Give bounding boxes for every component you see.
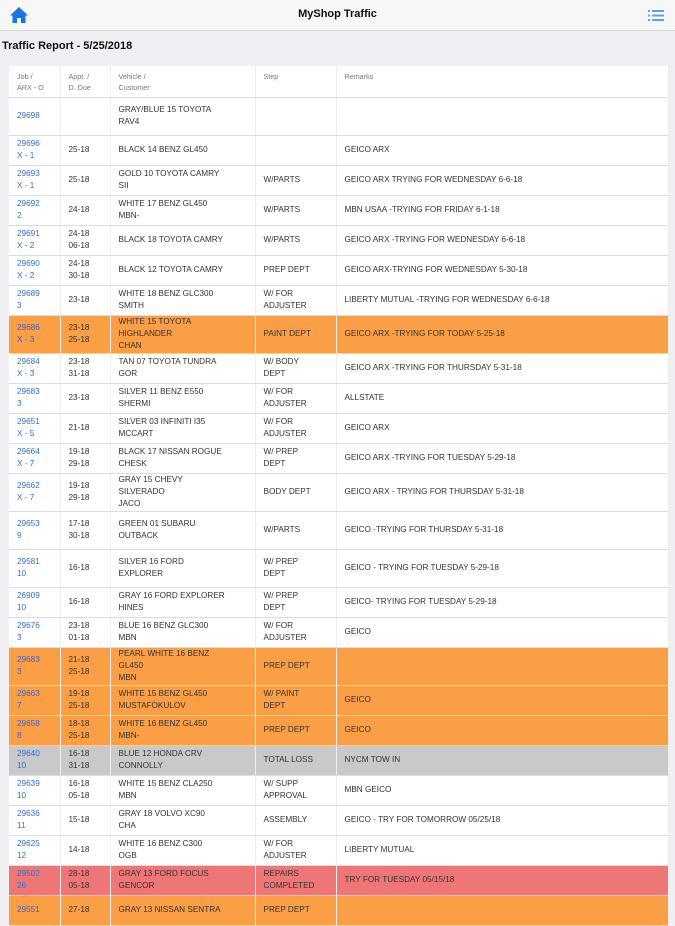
appt-cell: 19-18 29-18 — [60, 443, 110, 473]
appt-cell: 15-18 — [60, 805, 110, 835]
job-cell[interactable]: 29581 10 — [9, 549, 60, 587]
vehicle-cell: BLACK 17 NISSAN ROGUE CHESK — [110, 443, 255, 473]
table-row[interactable] — [9, 865, 668, 895]
column-header-vehicle[interactable]: Vehicle / Customer — [110, 66, 255, 97]
vehicle-cell: GRAY 16 FORD EXPLORER HINES — [110, 587, 255, 617]
vehicle-cell: SILVER 11 BENZ E550 SHERMI — [110, 383, 255, 413]
table-row[interactable] — [9, 895, 668, 925]
appt-cell: 21-18 25-18 — [60, 647, 110, 685]
step-cell — [255, 135, 336, 165]
appt-cell: 23-18 01-18 — [60, 617, 110, 647]
table-row[interactable] — [9, 383, 668, 413]
vehicle-cell: BLACK 12 TOYOTA CAMRY — [110, 255, 255, 285]
appt-cell: 25-18 — [60, 135, 110, 165]
appt-cell: 23-18 — [60, 383, 110, 413]
job-cell[interactable]: 29640 10 — [9, 745, 60, 775]
appt-cell: 24-18 06-18 — [60, 225, 110, 255]
job-cell[interactable]: 29639 10 — [9, 775, 60, 805]
remarks-cell — [336, 97, 668, 135]
step-cell: PAINT DEPT — [255, 315, 336, 353]
step-cell: W/ PREP DEPT — [255, 549, 336, 587]
table-row[interactable] — [9, 647, 668, 685]
table-row[interactable] — [9, 413, 668, 443]
remarks-cell — [336, 895, 668, 925]
remarks-cell: GEICO — [336, 685, 668, 715]
step-cell: REPAIRS COMPLETED — [255, 865, 336, 895]
table-row[interactable] — [9, 617, 668, 647]
navigation-bar — [0, 0, 675, 31]
vehicle-cell: WHITE 16 BENZ C300 OGB — [110, 835, 255, 865]
app-title: MyShop Traffic — [298, 8, 377, 20]
remarks-cell: GEICO ARX — [336, 135, 668, 165]
job-cell[interactable]: 29502 26 — [9, 865, 60, 895]
vehicle-cell: GRAY 13 FORD FOCUS GENCOR — [110, 865, 255, 895]
table-row[interactable] — [9, 473, 668, 511]
job-cell[interactable]: 29684 X - 3 — [9, 353, 60, 383]
column-header-step[interactable]: Step — [255, 66, 336, 97]
vehicle-cell: WHITE 18 BENZ GLC300 SMITH — [110, 285, 255, 315]
appt-cell: 23-18 31-18 — [60, 353, 110, 383]
appt-cell: 23-18 25-18 — [60, 315, 110, 353]
vehicle-cell: GRAY/BLUE 15 TOYOTA RAV4 — [110, 97, 255, 135]
vehicle-cell: WHITE 16 BENZ GL450 MBN- — [110, 715, 255, 745]
remarks-cell: GEICO — [336, 715, 668, 745]
table-row[interactable] — [9, 685, 668, 715]
traffic-table — [9, 66, 669, 926]
job-cell[interactable]: 29664 X - 7 — [9, 443, 60, 473]
vehicle-cell: GRAY 18 VOLVO XC90 CHA — [110, 805, 255, 835]
step-cell: PREP DEPT — [255, 715, 336, 745]
step-cell: W/ FOR ADJUSTER — [255, 285, 336, 315]
remarks-cell: GEICO ARX -TRYING FOR THURSDAY 5-31-18 — [336, 353, 668, 383]
job-cell[interactable]: 29636 11 — [9, 805, 60, 835]
appt-cell: 16-18 — [60, 587, 110, 617]
remarks-cell: GEICO ARX TRYING FOR WEDNESDAY 6-6-18 — [336, 165, 668, 195]
table-row[interactable] — [9, 195, 668, 225]
appt-cell: 23-18 — [60, 285, 110, 315]
vehicle-cell: BLUE 16 BENZ GLC300 MBN — [110, 617, 255, 647]
remarks-cell: GEICO ARX - TRYING FOR THURSDAY 5-31-18 — [336, 473, 668, 511]
vehicle-cell: WHITE 15 BENZ CLA250 MBN — [110, 775, 255, 805]
step-cell: W/PARTS — [255, 195, 336, 225]
table-row[interactable] — [9, 97, 668, 135]
job-cell[interactable]: 29690 X - 2 — [9, 255, 60, 285]
table-row[interactable] — [9, 835, 668, 865]
appt-cell: 25-18 — [60, 165, 110, 195]
remarks-cell: NYCM TOW IN — [336, 745, 668, 775]
step-cell: W/PARTS — [255, 225, 336, 255]
vehicle-cell: BLACK 18 TOYOTA CAMRY — [110, 225, 255, 255]
appt-cell: 19-18 29-18 — [60, 473, 110, 511]
step-cell: BODY DEPT — [255, 473, 336, 511]
vehicle-cell: WHITE 15 BENZ GL450 MUSTAFOKULOV — [110, 685, 255, 715]
step-cell: W/ SUPP APPROVAL — [255, 775, 336, 805]
table-row[interactable] — [9, 587, 668, 617]
table-row[interactable] — [9, 549, 668, 587]
table-row[interactable] — [9, 443, 668, 473]
job-cell[interactable]: 29686 X - 3 — [9, 315, 60, 353]
table-row[interactable] — [9, 353, 668, 383]
job-cell[interactable]: 29676 3 — [9, 617, 60, 647]
remarks-cell: GEICO ARX -TRYING FOR TODAY 5-25-18 — [336, 315, 668, 353]
job-cell[interactable]: 29683 3 — [9, 383, 60, 413]
job-cell[interactable]: 29691 X - 2 — [9, 225, 60, 255]
remarks-cell: GEICO - TRYING FOR TUESDAY 5-29-18 — [336, 549, 668, 587]
table-row[interactable] — [9, 225, 668, 255]
vehicle-cell: WHITE 17 BENZ GL450 MBN- — [110, 195, 255, 225]
job-cell[interactable]: 29653 9 — [9, 511, 60, 549]
job-cell[interactable]: 29662 X - 7 — [9, 473, 60, 511]
step-cell: W/ FOR ADJUSTER — [255, 383, 336, 413]
job-cell[interactable]: 26909 10 — [9, 587, 60, 617]
appt-cell: 16-18 31-18 — [60, 745, 110, 775]
step-cell: W/ FOR ADJUSTER — [255, 413, 336, 443]
table-row[interactable] — [9, 745, 668, 775]
remarks-cell: ALLSTATE — [336, 383, 668, 413]
table-row[interactable] — [9, 715, 668, 745]
step-cell: PREP DEPT — [255, 647, 336, 685]
column-header-remarks[interactable]: Remarks — [336, 66, 668, 97]
vehicle-cell: SILVER 16 FORD EXPLORER — [110, 549, 255, 587]
job-cell[interactable]: 29651 X - 5 — [9, 413, 60, 443]
job-cell[interactable]: 29692 2 — [9, 195, 60, 225]
step-cell: PREP DEPT — [255, 255, 336, 285]
vehicle-cell: GRAY 15 CHEVY SILVERADO JACO — [110, 473, 255, 511]
vehicle-cell: BLUE 12 HONDA CRV CONNOLLY — [110, 745, 255, 775]
job-cell[interactable]: 29696 X - 1 — [9, 135, 60, 165]
vehicle-cell: PEARL WHITE 16 BENZ GL450 MBN — [110, 647, 255, 685]
remarks-cell: GEICO — [336, 617, 668, 647]
table-row[interactable] — [9, 511, 668, 549]
job-cell[interactable]: 29683 3 — [9, 647, 60, 685]
vehicle-cell: GREEN 01 SUBARU OUTBACK — [110, 511, 255, 549]
step-cell: W/ FOR ADJUSTER — [255, 835, 336, 865]
table-row[interactable] — [9, 315, 668, 353]
step-cell: W/ BODY DEPT — [255, 353, 336, 383]
remarks-cell: GEICO - TRY FOR TOMORROW 05/25/18 — [336, 805, 668, 835]
remarks-cell: MBN GEICO — [336, 775, 668, 805]
job-cell[interactable]: 29625 12 — [9, 835, 60, 865]
vehicle-cell: WHITE 15 TOYOTA HIGHLANDER CHAN — [110, 315, 255, 353]
appt-cell: 24-18 30-18 — [60, 255, 110, 285]
appt-cell: 27-18 — [60, 895, 110, 925]
remarks-cell: GEICO ARX-TRYING FOR WEDNESDAY 5-30-18 — [336, 255, 668, 285]
step-cell: TOTAL LOSS — [255, 745, 336, 775]
traffic-table-container[interactable] — [9, 66, 668, 914]
menu-list-icon[interactable] — [648, 9, 664, 22]
appt-cell: 16-18 05-18 — [60, 775, 110, 805]
appt-cell: 17-18 30-18 — [60, 511, 110, 549]
remarks-cell: MBN USAA -TRYING FOR FRIDAY 6-1-18 — [336, 195, 668, 225]
remarks-cell: GEICO- TRYING FOR TUESDAY 5-29-18 — [336, 587, 668, 617]
job-cell[interactable]: 29698 — [9, 97, 60, 135]
step-cell: W/PARTS — [255, 511, 336, 549]
vehicle-cell: GOLD 10 TOYOTA CAMRY SII — [110, 165, 255, 195]
step-cell: W/ PAINT DEPT — [255, 685, 336, 715]
table-row[interactable] — [9, 775, 668, 805]
step-cell — [255, 97, 336, 135]
appt-cell: 18-18 25-18 — [60, 715, 110, 745]
step-cell: ASSEMBLY — [255, 805, 336, 835]
job-cell[interactable]: 29693 X - 1 — [9, 165, 60, 195]
appt-cell: 21-18 — [60, 413, 110, 443]
job-cell[interactable]: 29663 7 — [9, 685, 60, 715]
table-row[interactable] — [9, 165, 668, 195]
remarks-cell: GEICO ARX -TRYING FOR WEDNESDAY 6-6-18 — [336, 225, 668, 255]
appt-cell: 24-18 — [60, 195, 110, 225]
appt-cell — [60, 97, 110, 135]
step-cell: PREP DEPT — [255, 895, 336, 925]
remarks-cell: LIBERTY MUTUAL -TRYING FOR WEDNESDAY 6-6-18 — [336, 285, 668, 315]
remarks-cell: TRY FOR TUESDAY 05/15/18 — [336, 865, 668, 895]
remarks-cell — [336, 647, 668, 685]
step-cell: W/ PREP DEPT — [255, 443, 336, 473]
step-cell: W/PARTS — [255, 165, 336, 195]
job-cell[interactable]: 29658 8 — [9, 715, 60, 745]
job-cell[interactable]: 29551 — [9, 895, 60, 925]
step-cell: W/ FOR ADJUSTER — [255, 617, 336, 647]
remarks-cell: GEICO ARX — [336, 413, 668, 443]
table-row[interactable] — [9, 805, 668, 835]
remarks-cell: GEICO -TRYING FOR THURSDAY 5-31-18 — [336, 511, 668, 549]
vehicle-cell: BLACK 14 BENZ GL450 — [110, 135, 255, 165]
step-cell: W/ PREP DEPT — [255, 587, 336, 617]
appt-cell: 28-18 05-18 — [60, 865, 110, 895]
remarks-cell: LIBERTY MUTUAL — [336, 835, 668, 865]
table-row[interactable] — [9, 285, 668, 315]
appt-cell: 14-18 — [60, 835, 110, 865]
column-header-appt[interactable]: Appt. / D. Due — [60, 66, 110, 97]
vehicle-cell: TAN 07 TOYOTA TUNDRA GOR — [110, 353, 255, 383]
report-title: Traffic Report - 5/25/2018 — [2, 40, 133, 52]
vehicle-cell: SILVER 03 INFINITI I35 MCCART — [110, 413, 255, 443]
appt-cell: 16-18 — [60, 549, 110, 587]
remarks-cell: GEICO ARX -TRYING FOR TUESDAY 5-29-18 — [336, 443, 668, 473]
home-icon[interactable] — [9, 6, 29, 24]
job-cell[interactable]: 29689 3 — [9, 285, 60, 315]
table-header-row — [9, 66, 668, 97]
table-row[interactable] — [9, 255, 668, 285]
vehicle-cell: GRAY 13 NISSAN SENTRA — [110, 895, 255, 925]
table-row[interactable] — [9, 135, 668, 165]
appt-cell: 19-18 25-18 — [60, 685, 110, 715]
column-header-job[interactable]: Job / ARX - O — [9, 66, 60, 97]
